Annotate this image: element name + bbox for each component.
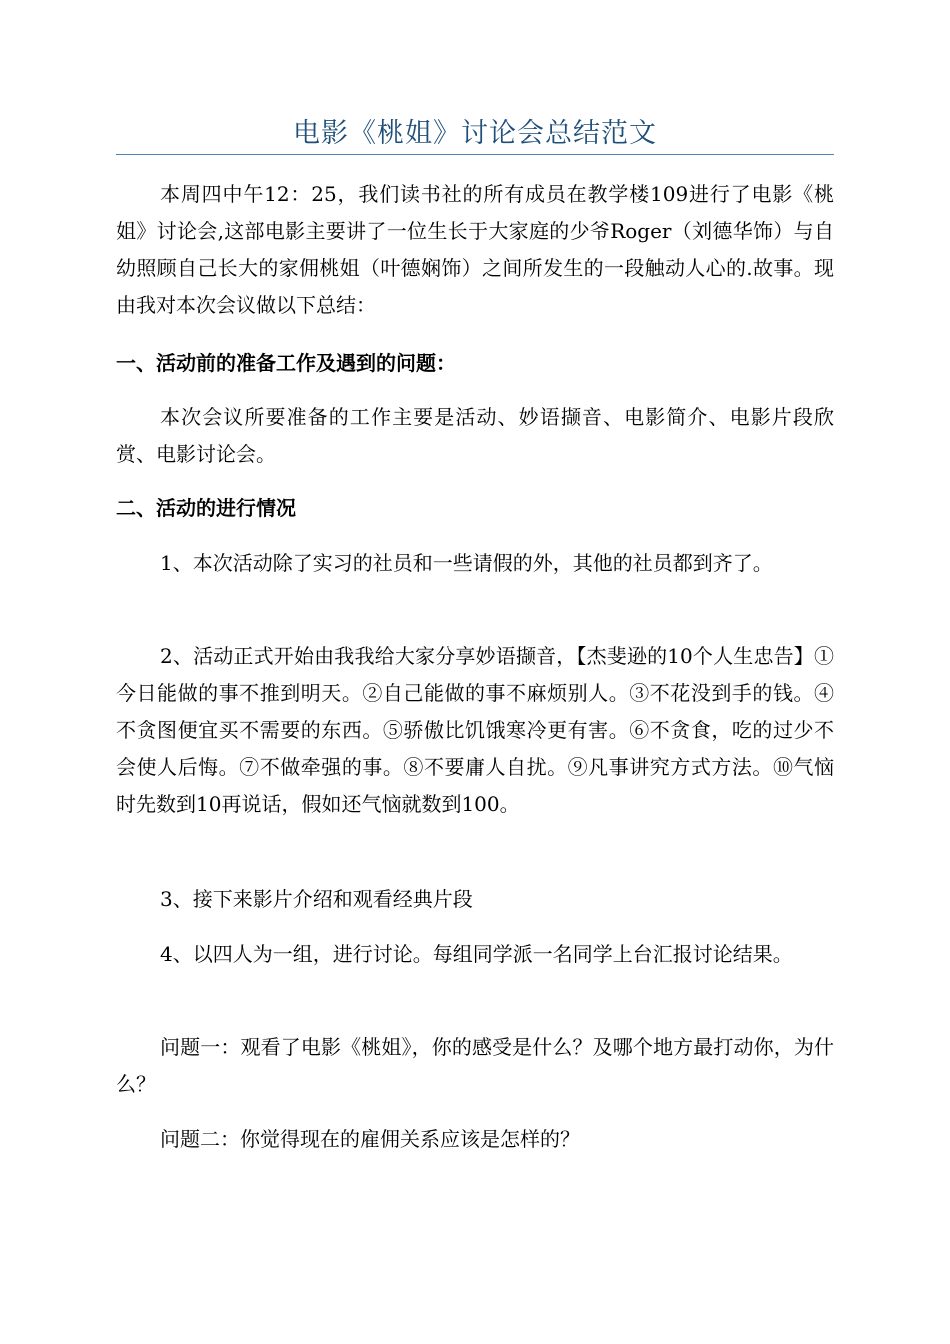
section-1-paragraph: 本次会议所要准备的工作主要是活动、妙语撷音、电影简介、电影片段欣赏、电影讨论会。 [116, 405, 834, 466]
question-2-paragraph: 问题二：你觉得现在的雇佣关系应该是怎样的？ [160, 1127, 580, 1151]
item-1-paragraph: 1、本次活动除了实习的社员和一些请假的外，其他的社员都到齐了。 [160, 551, 773, 575]
item-2-paragraph: 2、活动正式开始由我我给大家分享妙语撷音，【杰斐逊的10个人生忠告】①今日能做的事不推到明天。②自己能做的事不麻烦别人。③不花没到手的钱。④不贪图便宜买不需要的东西。⑤骄傲比饥饿寒冷更有害。⑥不贪食，吃的过少不会使人后悔。⑦不做牵强的事。⑧不要庸人自扰。⑨凡事讲究方式方法。⑩气恼时先数到10再说话，假如还气恼就数到100。 [116, 644, 834, 816]
section-2-heading: 二、活动的进行情况 [116, 496, 296, 520]
item-4-paragraph: 4、以四人为一组，进行讨论。每组同学派一名同学上台汇报讨论结果。 [160, 942, 793, 966]
document-title: 电影《桃姐》讨论会总结范文 [293, 118, 657, 149]
intro-paragraph: 本周四中午12：25，我们读书社的所有成员在教学楼109进行了电影《桃姐》讨论会,这部电影主要讲了一位生长于大家庭的少爷Roger（刘德华饰）与自幼照顾自己长大的家佣桃姐（叶德娴饰）之间所发生的一段触动人心的.故事。现由我对本次会议做以下总结： [116, 182, 834, 317]
section-1-heading: 一、活动前的准备工作及遇到的问题： [116, 351, 456, 375]
title-underline [116, 154, 834, 155]
item-3-paragraph: 3、接下来影片介绍和观看经典片段 [160, 887, 473, 911]
question-1-paragraph: 问题一：观看了电影《桃姐》，你的感受是什么？及哪个地方最打动你，为什么？ [116, 1035, 834, 1096]
